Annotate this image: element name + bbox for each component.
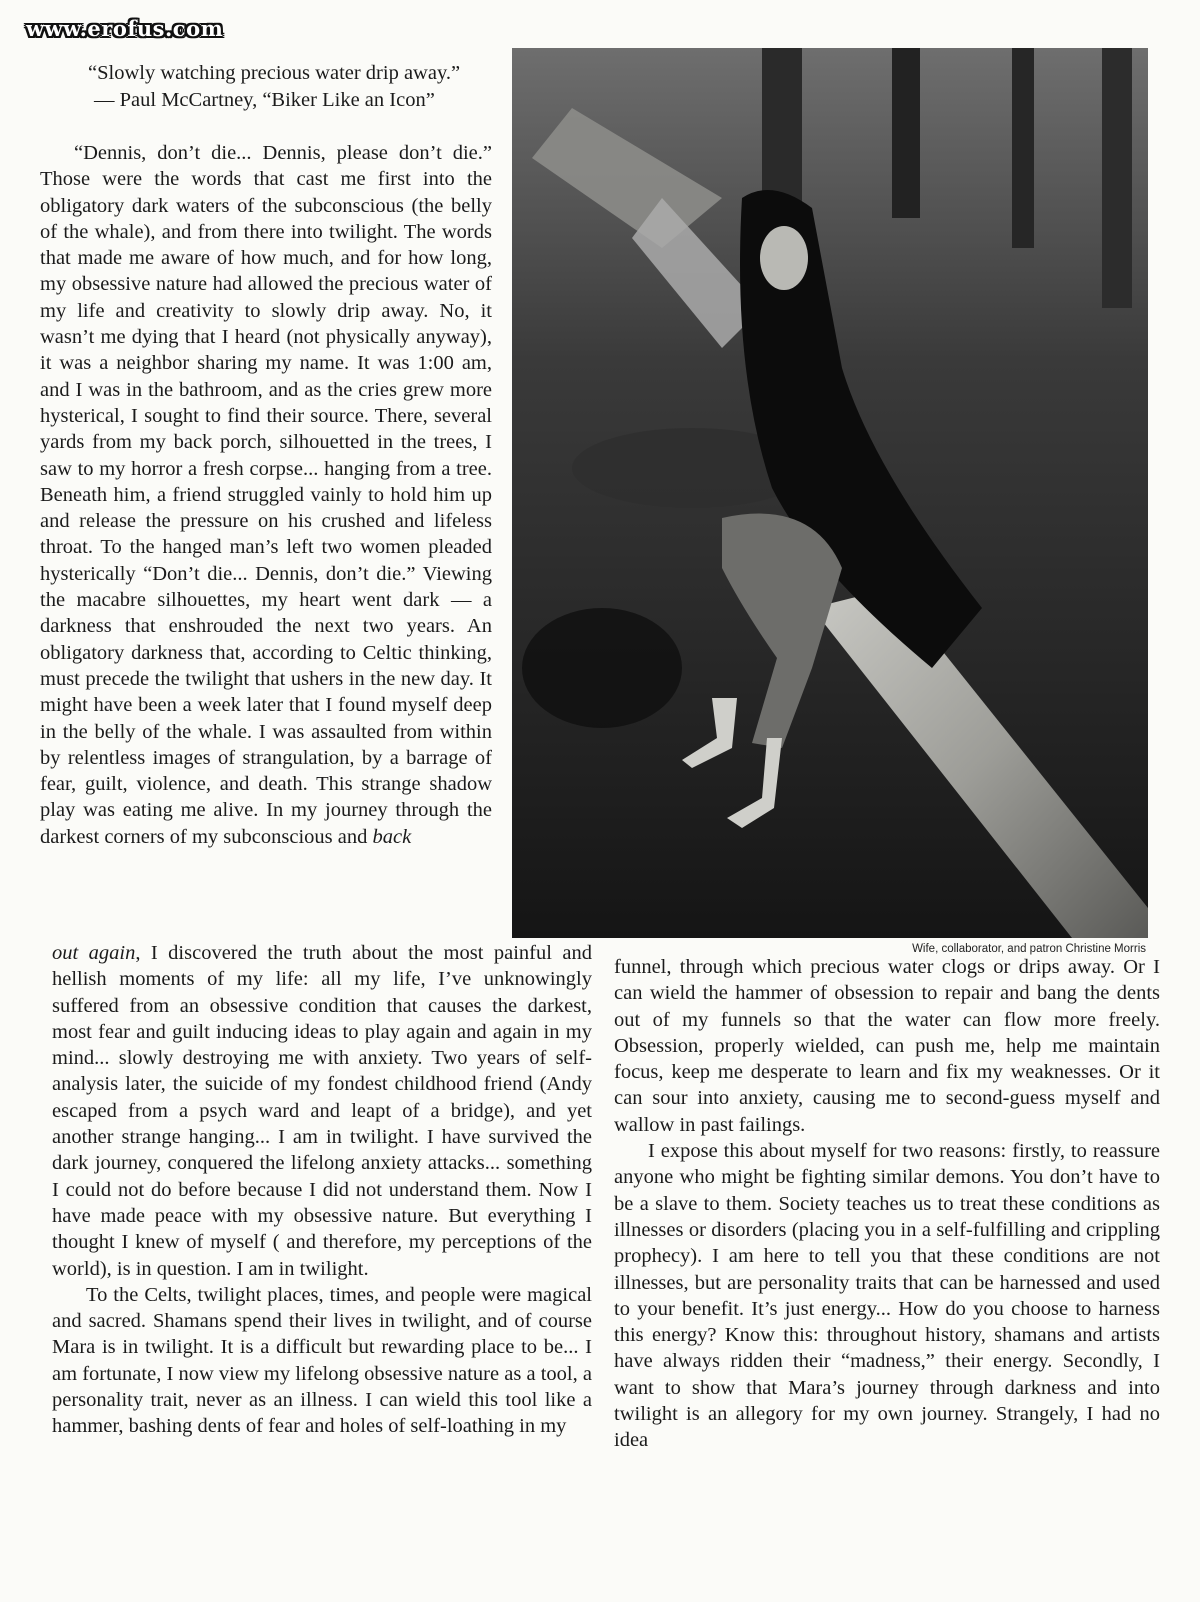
italic-text: out again [52,942,136,964]
watermark: www.erofus.com [26,16,224,41]
epigraph-attribution: — Paul McCartney, “Biker Like an Icon” [94,89,435,111]
text-column-left [40,140,492,850]
paragraph [52,940,592,1282]
paragraph: I expose this about myself for two reasons: firstly, to reassure anyone who might be fighting similar demons. You don’t have to be a slave to them. Society teaches us to treat these conditions as illnesses or disorders (placing you in a self-fulfilling and crippling prophecy). I am here to tell you that these conditions are not illnesses, but are personality traits that can be harnessed and used to your benefit. It’s just energy... How do you choose to harness this energy? Know this: throughout history, shamans and artists have always ridden their “madness,” their energy. Secondly, I want to show that Mara’s journey through darkness and into twilight is an allegory for my own journey. Strangely, I had no idea [614,1140,1160,1452]
paragraph: To the Celts, twilight places, times, and people were magical and sacred. Shamans spend their lives in twilight, and of course Mara is in twilight. It is a difficult but rewarding place to be... I am fortunate, I now view my lifelong obsessive nature as a tool, a personality trait, never as an illness. I can wield this tool like a hammer, bashing dents of fear and holes of self-loathing in my [52,1283,592,1438]
photo-illustration [512,48,1148,938]
epigraph-quote: “Slowly watching precious water drip away.” [88,62,461,84]
italic-text: back [372,825,412,848]
photograph [512,48,1148,938]
photo-caption: Wife, collaborator, and patron Christine Morris [912,943,1146,955]
text-column-middle [52,940,592,1440]
paragraph [40,140,492,850]
text-column-right [614,954,1160,1454]
paragraph-text: , I discovered the truth about the most painful and hellish moments of my life: all my life, I’ve unknowingly suffered from an obsessive condition that causes the darkest, most fear and guilt inducing ideas to play again and again in my mind... slowly destroying me with anxiety. Two years of self-analysis later, the suicide of my fondest childhood friend (Andy escaped from a psych ward and leapt of a bridge), and yet another strange hanging... I am in twilight. I have survived the dark journey, conquered the lifelong anxiety attacks... something I could not do before because I did not understand them. Now I have made peace with my obsessive nature. But everything I thought I knew of myself ( and therefore, my perceptions of the world), is in question. I am in twilight. [52,942,592,1280]
paragraph: funnel, through which precious water clogs or drips away. Or I can wield the hammer of obsession to repair and bang the dents out of my funnels so that the water can flow more freely. Obsession, properly wielded, can push me, help me maintain focus, keep me desperate to learn and fix my weaknesses. Or it can sour into anxiety, causing me to second-guess myself and wallow in past failings. [614,956,1160,1136]
epigraph [88,60,508,114]
paragraph-text: “Dennis, don’t die... Dennis, please don’t die.” Those were the words that cast me first into the obligatory dark waters of the subconscious (the belly of the whale), and from there into twilight. The words that made me aware of how much, and for how long, my obsessive nature had allowed the precious water of my life and creativity to slowly drip away. No, it wasn’t me dying that I heard (not physically anyway), it was a neighbor sharing my name. It was 1:00 am, and I was in the bathroom, and as the cries grew more hysterical, I sought to find their source. There, several yards from my back porch, silhouetted in the trees, I saw to my horror a fresh corpse... hanging from a tree. Beneath him, a friend struggled vainly to hold him up and release the pressure on his crushed and lifeless throat. To the hanged man’s left two women pleaded hysterically “Don’t die... Dennis, don’t die.” Viewing the macabre silhouettes, my heart went dark — a darkness that enshrouded the next two years. An obligatory darkness that, according to Celtic thinking, must precede the twilight that ushers in the new day. It might have been a week later that I found myself deep in the belly of the whale. I was assaulted from within by relentless images of strangulation, by a barrage of fear, guilt, violence, and death. This strange shadow play was eating me alive. In my journey through the darkest corners of my subconscious and [40,142,492,848]
